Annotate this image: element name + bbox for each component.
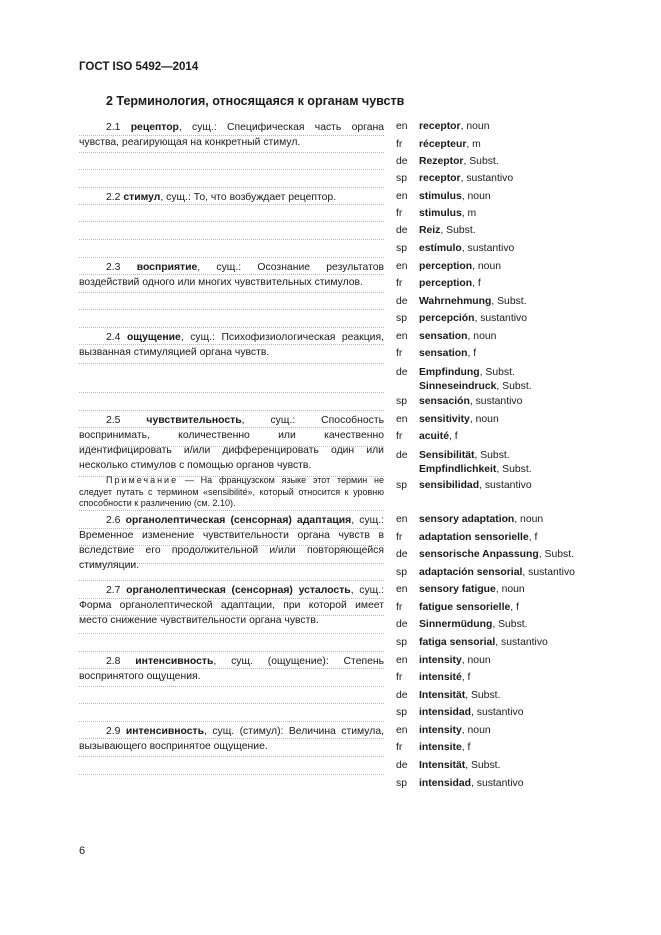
language-code: de	[396, 225, 408, 236]
foreign-term: sensibilidad	[419, 480, 480, 491]
term-definition: Форма органолептической адаптации, при которой имеет место снижение чувствительности органа чувств.	[79, 600, 384, 626]
term-definition: Величина стимула, вызывающего воспринятое ощущение.	[79, 726, 384, 752]
foreign-term: Intensität	[419, 690, 466, 701]
row-separator	[79, 152, 384, 153]
foreign-term: perception	[419, 278, 473, 289]
language-code: fr	[396, 602, 403, 613]
equivalent-de	[396, 295, 636, 309]
term-number: 2.9	[106, 726, 121, 737]
term-entry-2-8	[79, 654, 384, 684]
term-number: 2.5	[106, 415, 121, 426]
entry-separator	[79, 410, 384, 411]
grammar-label: , Subst.	[479, 367, 515, 378]
equivalent-sp	[396, 312, 636, 326]
page-number: 6	[79, 845, 86, 857]
foreign-term: Wahrnehmung	[419, 296, 492, 307]
equivalent-de	[396, 548, 636, 562]
language-code: en	[396, 725, 408, 736]
equivalent-term	[419, 689, 636, 703]
equivalent-term	[419, 366, 636, 394]
term-entry-2-2	[79, 190, 384, 205]
grammar-label: , f	[510, 602, 519, 613]
language-code: de	[396, 156, 408, 167]
term-number: 2.6	[106, 515, 121, 526]
equivalent-term	[419, 513, 636, 527]
equivalent-term	[419, 741, 636, 755]
language-code: en	[396, 514, 408, 525]
term-number: 2.8	[106, 656, 121, 667]
equivalent-term	[419, 618, 636, 632]
foreign-term: Sensibilität	[419, 450, 475, 461]
equivalent-term	[419, 566, 636, 580]
foreign-term: sensación	[419, 396, 470, 407]
equivalent-en	[396, 190, 636, 204]
equivalent-term	[419, 531, 636, 545]
foreign-term: Reiz	[419, 225, 441, 236]
row-separator	[79, 169, 384, 170]
grammar-label: , sustantivo	[522, 567, 575, 578]
foreign-term: sensorische Anpassung	[419, 549, 539, 560]
equivalent-term	[419, 312, 636, 326]
equivalent-en	[396, 330, 636, 344]
grammar-label: , Subst.	[496, 381, 532, 392]
equivalent-term	[419, 120, 636, 134]
grammar-label: , f	[528, 532, 538, 543]
row-separator	[79, 221, 384, 222]
note-label: Примечание	[106, 475, 179, 485]
language-code: sp	[396, 396, 407, 407]
grammar-label: , f	[461, 742, 471, 753]
language-code: fr	[396, 532, 403, 543]
grammar-label: , noun	[469, 414, 499, 425]
language-code: sp	[396, 567, 407, 578]
grammar-label: , sustantivo	[469, 396, 523, 407]
term-definition: Временное изменение чувствительности органа чувств в вследствие его продолжительной и/или повторяющейся стимуляции.	[79, 530, 384, 571]
term-entry-2-9	[79, 724, 384, 754]
grammar-label: , sustantivo	[495, 637, 548, 648]
equivalent-de	[396, 759, 636, 773]
foreign-term: Empfindlichkeit	[419, 464, 497, 475]
term-entry-2-1	[79, 120, 384, 150]
equivalent-term	[419, 190, 636, 204]
grammar-label: , m	[466, 139, 481, 150]
language-code: de	[396, 296, 408, 307]
row-separator	[79, 392, 384, 393]
entry-separator	[79, 651, 384, 652]
term-part-of-speech: , сущ.:	[178, 122, 217, 133]
foreign-term: intensite	[419, 742, 462, 753]
equivalent-de	[396, 224, 636, 238]
term-entry-2-3	[79, 260, 384, 290]
foreign-term: sensory adaptation	[419, 514, 515, 525]
language-code: de	[396, 549, 408, 560]
foreign-term: intensity	[419, 725, 462, 736]
term-name: интенсивность	[125, 726, 204, 737]
equivalent-fr	[396, 601, 636, 615]
equivalent-term	[419, 759, 636, 773]
equivalent-term	[419, 548, 636, 562]
equivalent-term	[419, 295, 636, 309]
row-separator	[79, 774, 384, 775]
term-entry-2-5	[79, 413, 384, 473]
term-name: восприятие	[136, 262, 198, 273]
foreign-term: fatiga sensorial	[419, 637, 496, 648]
term-name: органолептическая (сенсорная) адаптация	[125, 515, 352, 526]
equivalent-term	[419, 706, 636, 720]
row-separator	[79, 292, 384, 293]
foreign-term: stimulus	[419, 208, 462, 219]
entry-separator	[79, 327, 384, 328]
grammar-label: , sustantivo	[479, 480, 532, 491]
equivalent-term	[419, 636, 636, 650]
term-part-of-speech: , сущ.:	[351, 515, 384, 526]
equivalent-en	[396, 724, 636, 738]
grammar-label: , f	[467, 348, 477, 359]
language-code: de	[396, 367, 408, 378]
term-part-of-speech: , сущ.:	[160, 192, 191, 203]
language-code: en	[396, 655, 408, 666]
foreign-term: adaptation sensorielle	[419, 532, 529, 543]
equivalent-de	[396, 449, 636, 477]
foreign-term: Rezeptor	[419, 156, 464, 167]
row-separator	[79, 703, 384, 704]
grammar-label: , f	[449, 431, 458, 442]
term-part-of-speech: , сущ.:	[350, 585, 384, 596]
grammar-label: , noun	[495, 584, 525, 595]
equivalent-term	[419, 260, 636, 274]
equivalent-en	[396, 120, 636, 134]
grammar-label: , noun	[472, 261, 502, 272]
language-code: sp	[396, 173, 407, 184]
equivalent-en	[396, 654, 636, 668]
equivalent-fr	[396, 531, 636, 545]
equivalent-term	[419, 413, 636, 427]
language-code: sp	[396, 313, 407, 324]
equivalent-sp	[396, 479, 636, 493]
language-code: sp	[396, 778, 407, 789]
language-code: fr	[396, 742, 403, 753]
term-definition: Специфическая часть органа чувства, реагирующая на конкретный стимул.	[79, 122, 384, 148]
language-code: en	[396, 121, 408, 132]
equivalent-sp	[396, 242, 636, 256]
equivalent-de	[396, 618, 636, 632]
equivalent-term	[419, 172, 636, 186]
grammar-label: , Subst.	[496, 464, 532, 475]
grammar-label: , noun	[461, 725, 491, 736]
equivalent-fr	[396, 671, 636, 685]
language-code: sp	[396, 707, 407, 718]
equivalent-fr	[396, 277, 636, 291]
grammar-label: , Subst.	[491, 296, 527, 307]
equivalent-fr	[396, 347, 636, 361]
entry-separator	[79, 721, 384, 722]
equivalent-fr	[396, 741, 636, 755]
note-text: — На французском языке этот термин не следует путать с термином «sensibilité», который относится к уровню способности к различению (см. 2.10).	[79, 475, 384, 508]
grammar-label: , noun	[461, 655, 491, 666]
equivalent-en	[396, 583, 636, 597]
section-title: 2 Терминология, относящаяся к органам чувств	[106, 94, 405, 108]
equivalent-term	[419, 242, 636, 256]
term-entry-2-4	[79, 330, 384, 360]
term-note	[79, 475, 384, 510]
equivalent-term	[419, 601, 636, 615]
term-name: чувствительность	[146, 415, 242, 426]
equivalent-sp	[396, 172, 636, 186]
grammar-label: , sustantivo	[461, 243, 515, 254]
term-part-of-speech: , сущ. (ощущение):	[213, 656, 329, 667]
term-name: стимул	[123, 192, 161, 203]
equivalent-sp	[396, 395, 636, 409]
foreign-term: adaptación sensorial	[419, 567, 523, 578]
equivalent-en	[396, 513, 636, 527]
foreign-term: intensidad	[419, 778, 471, 789]
language-code: de	[396, 760, 408, 771]
grammar-label: , sustantivo	[460, 173, 514, 184]
term-name: рецептор	[130, 122, 179, 133]
term-number: 2.2	[106, 192, 121, 203]
foreign-term: sensation	[419, 348, 468, 359]
entry-separator	[79, 510, 384, 511]
grammar-label: , Subst.	[465, 760, 501, 771]
grammar-label: , sustantivo	[470, 707, 524, 718]
equivalent-term	[419, 207, 636, 221]
language-code: de	[396, 619, 408, 630]
foreign-term: intensity	[419, 655, 462, 666]
term-entry-2-7	[79, 583, 384, 628]
term-part-of-speech: , сущ. (стимул):	[204, 726, 284, 737]
equivalent-term	[419, 430, 636, 444]
language-code: de	[396, 450, 408, 461]
foreign-term: perception	[419, 261, 473, 272]
equivalent-en	[396, 260, 636, 274]
row-separator	[79, 756, 384, 757]
foreign-term: stimulus	[419, 191, 462, 202]
term-definition: Осознание результатов воздействий одного или многих чувствительных стимулов.	[79, 262, 385, 288]
grammar-label: , Subst.	[463, 156, 499, 167]
term-number: 2.7	[106, 585, 121, 596]
equivalent-term	[419, 449, 636, 477]
entry-separator	[79, 187, 384, 188]
equivalent-sp	[396, 566, 636, 580]
row-separator	[79, 363, 384, 364]
equivalent-en	[396, 413, 636, 427]
term-number: 2.3	[106, 262, 121, 273]
equivalent-term	[419, 224, 636, 238]
language-code: fr	[396, 208, 403, 219]
language-code: en	[396, 191, 408, 202]
grammar-label: , sustantivo	[470, 778, 524, 789]
foreign-term: estímulo	[419, 243, 462, 254]
grammar-label: , noun	[461, 191, 491, 202]
term-definition: Степень воспринятого ощущения.	[79, 656, 385, 682]
foreign-term: Sinneseindruck	[419, 381, 497, 392]
language-code: sp	[396, 480, 407, 491]
foreign-term: acuité	[419, 431, 450, 442]
grammar-label: , Subst.	[440, 225, 476, 236]
language-code: fr	[396, 431, 403, 442]
grammar-label: , sustantivo	[474, 313, 527, 324]
language-code: sp	[396, 637, 407, 648]
language-code: en	[396, 331, 408, 342]
grammar-label: , noun	[467, 331, 497, 342]
row-separator	[79, 633, 384, 634]
entry-separator	[79, 580, 384, 581]
term-name: органолептическая (сенсорная) усталость	[126, 585, 351, 596]
equivalent-sp	[396, 777, 636, 791]
grammar-label: , Subst.	[538, 549, 574, 560]
language-code: fr	[396, 672, 403, 683]
foreign-term: Sinnermüdung	[419, 619, 493, 630]
term-part-of-speech: , сущ.:	[180, 332, 215, 343]
term-definition: Способность воспринимать, количественно или качественно идентифицировать и/или дифференцировать один или несколько стимулов с помощью органов чувств.	[79, 415, 384, 471]
grammar-label: , Subst.	[474, 450, 510, 461]
language-code: fr	[396, 278, 403, 289]
equivalent-fr	[396, 430, 636, 444]
term-definition: То, что возбуждает рецептор.	[193, 192, 337, 203]
foreign-term: receptor	[419, 121, 461, 132]
equivalent-term	[419, 347, 636, 361]
equivalent-term	[419, 277, 636, 291]
equivalent-term	[419, 479, 636, 493]
equivalent-sp	[396, 636, 636, 650]
equivalent-term	[419, 138, 636, 152]
grammar-label: , m	[461, 208, 477, 219]
grammar-label: , Subst.	[465, 690, 501, 701]
grammar-label: , noun	[460, 121, 490, 132]
grammar-label: , f	[472, 278, 481, 289]
language-code: de	[396, 690, 408, 701]
foreign-term: récepteur	[419, 139, 467, 150]
grammar-label: , Subst.	[492, 619, 528, 630]
foreign-term: Empfindung	[419, 367, 480, 378]
language-code: fr	[396, 139, 403, 150]
equivalent-term	[419, 724, 636, 738]
grammar-label: , f	[461, 672, 471, 683]
foreign-term: sensation	[419, 331, 468, 342]
term-name: ощущение	[126, 332, 181, 343]
language-code: sp	[396, 243, 407, 254]
grammar-label: , noun	[514, 514, 544, 525]
term-entry-2-6	[79, 513, 384, 573]
equivalent-term	[419, 671, 636, 685]
language-code: fr	[396, 348, 403, 359]
term-number: 2.4	[106, 332, 121, 343]
term-definition: Психофизиологическая реакция, вызванная стимуляцией органа чувств.	[79, 332, 384, 358]
equivalent-term	[419, 330, 636, 344]
language-code: en	[396, 414, 408, 425]
entry-separator	[79, 257, 384, 258]
equivalent-term	[419, 155, 636, 169]
equivalent-fr	[396, 207, 636, 221]
term-name: интенсивность	[135, 656, 214, 667]
language-code: en	[396, 261, 408, 272]
equivalent-de	[396, 689, 636, 703]
row-separator	[79, 239, 384, 240]
equivalent-term	[419, 583, 636, 597]
foreign-term: sensory fatigue	[419, 584, 496, 595]
foreign-term: receptor	[419, 173, 461, 184]
equivalent-de	[396, 155, 636, 169]
foreign-term: Intensität	[419, 760, 466, 771]
equivalent-fr	[396, 138, 636, 152]
document-header: ГОСТ ISO 5492—2014	[79, 61, 199, 73]
foreign-term: fatigue sensorielle	[419, 602, 511, 613]
language-code: en	[396, 584, 408, 595]
foreign-term: percepción	[419, 313, 475, 324]
foreign-term: intensité	[419, 672, 462, 683]
equivalent-de	[396, 366, 636, 394]
foreign-term: sensitivity	[419, 414, 470, 425]
foreign-term: intensidad	[419, 707, 471, 718]
equivalent-term	[419, 395, 636, 409]
term-number: 2.1	[106, 122, 121, 133]
equivalent-term	[419, 777, 636, 791]
row-separator	[79, 686, 384, 687]
row-separator	[79, 309, 384, 310]
term-part-of-speech: , сущ.:	[241, 415, 296, 426]
term-part-of-speech: , сущ.:	[197, 262, 242, 273]
equivalent-term	[419, 654, 636, 668]
equivalent-sp	[396, 706, 636, 720]
